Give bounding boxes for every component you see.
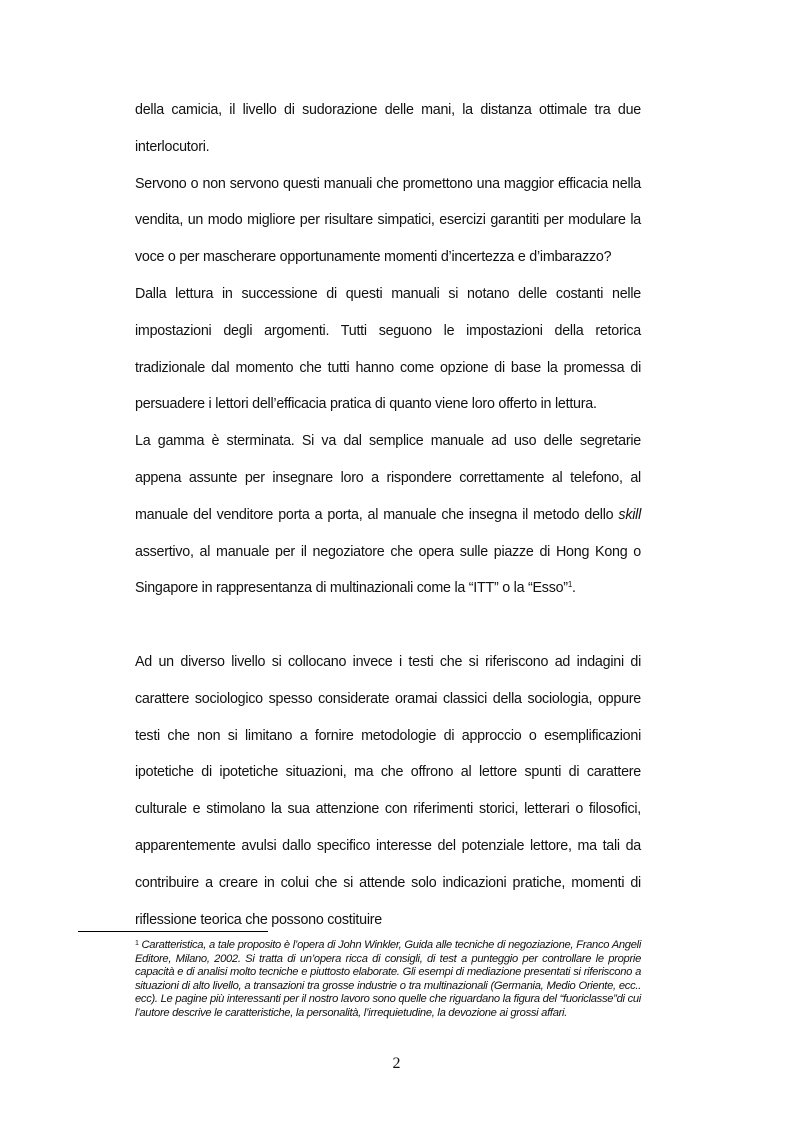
paragraph-4-text-continued: assertivo, al manuale per il negoziatore che opera sulle piazze di Hong Kong o Singapore in rappresentanza di multinazionali come la “ITT” o la “Esso” bbox=[135, 543, 641, 597]
footnote-marker: 1 bbox=[135, 940, 139, 947]
paragraph-1: della camicia, il livello di sudorazione delle mani, la distanza ottimale tra due interlocutori. bbox=[135, 102, 641, 155]
paragraph-4-text: La gamma è sterminata. Si va dal semplice manuale ad uso delle segretarie appena assunte per insegnare loro a rispondere correttamente al telefono, al manuale del venditore porta a porta, al manuale che insegna il metodo dello bbox=[135, 433, 641, 523]
paragraph-4-italic-term: skill bbox=[618, 506, 641, 523]
footnote-text: Caratteristica, a tale proposito è l’opera di John Winkler, Guida alle tecniche di negoziazione, Franco Angeli Editore, Milano, 2002. Si tratta di un’opera ricca di consigli, di test a punteggio per controllare le proprie capacità e di analisi molto tecniche e piuttosto elaborate. Gli esempi di mediazione presentati si riferiscono a situazioni di alto livello, a transazioni tra grosse industrie o tra multinazionali (Germania, Medio Oriente, ecc.. ecc). Le pagine più interessanti per il nostro lavoro sono quelle che riguardano la figura del “fuoriclasse”di cui l’autore descrive le caratteristiche, la personalità, l’irrequietudine, la devozione ai grossi affari. bbox=[135, 939, 641, 1019]
paragraph-4-end: . bbox=[572, 580, 576, 597]
paragraph-5: Ad un diverso livello si collocano invece i testi che si riferiscono ad indagini di carattere sociologico spesso considerate oramai classici della sociologia, oppure testi che non si limitano a fornire metodologie di approccio o esemplificazioni ipotetiche di ipotetiche situazioni, ma che offrono al lettore spunti di carattere culturale e stimolano la sua attenzione con riferimenti storici, letterari o filosofici, apparentemente avulsi dallo specifico interesse del potenziale lettore, ma tali da contribuire a creare in colui che si attende solo indicazioni pratiche, momenti di riflessione teorica che possono costituire bbox=[135, 653, 641, 928]
paragraph-4 bbox=[135, 423, 641, 607]
body-text bbox=[135, 92, 641, 938]
paragraph-2: Servono o non servono questi manuali che promettono una maggior efficacia nella vendita, un modo migliore per risultare simpatici, esercizi garantiti per modulare la voce o per mascherare opportunamente momenti d’incertezza e d’imbarazzo? bbox=[135, 175, 641, 266]
footnote-separator bbox=[78, 931, 268, 932]
footnote bbox=[135, 939, 641, 1020]
paragraph-3: Dalla lettura in successione di questi manuali si notano delle costanti nelle impostazioni degli argomenti. Tutti seguono le impostazioni della retorica tradizionale dal momento che tutti hanno come opzione di base la promessa di persuadere i lettori dell’efficacia pratica di quanto viene loro offerto in lettura. bbox=[135, 285, 641, 413]
page-number: 2 bbox=[392, 1055, 401, 1072]
footnote-reference[interactable]: 1 bbox=[567, 580, 573, 590]
